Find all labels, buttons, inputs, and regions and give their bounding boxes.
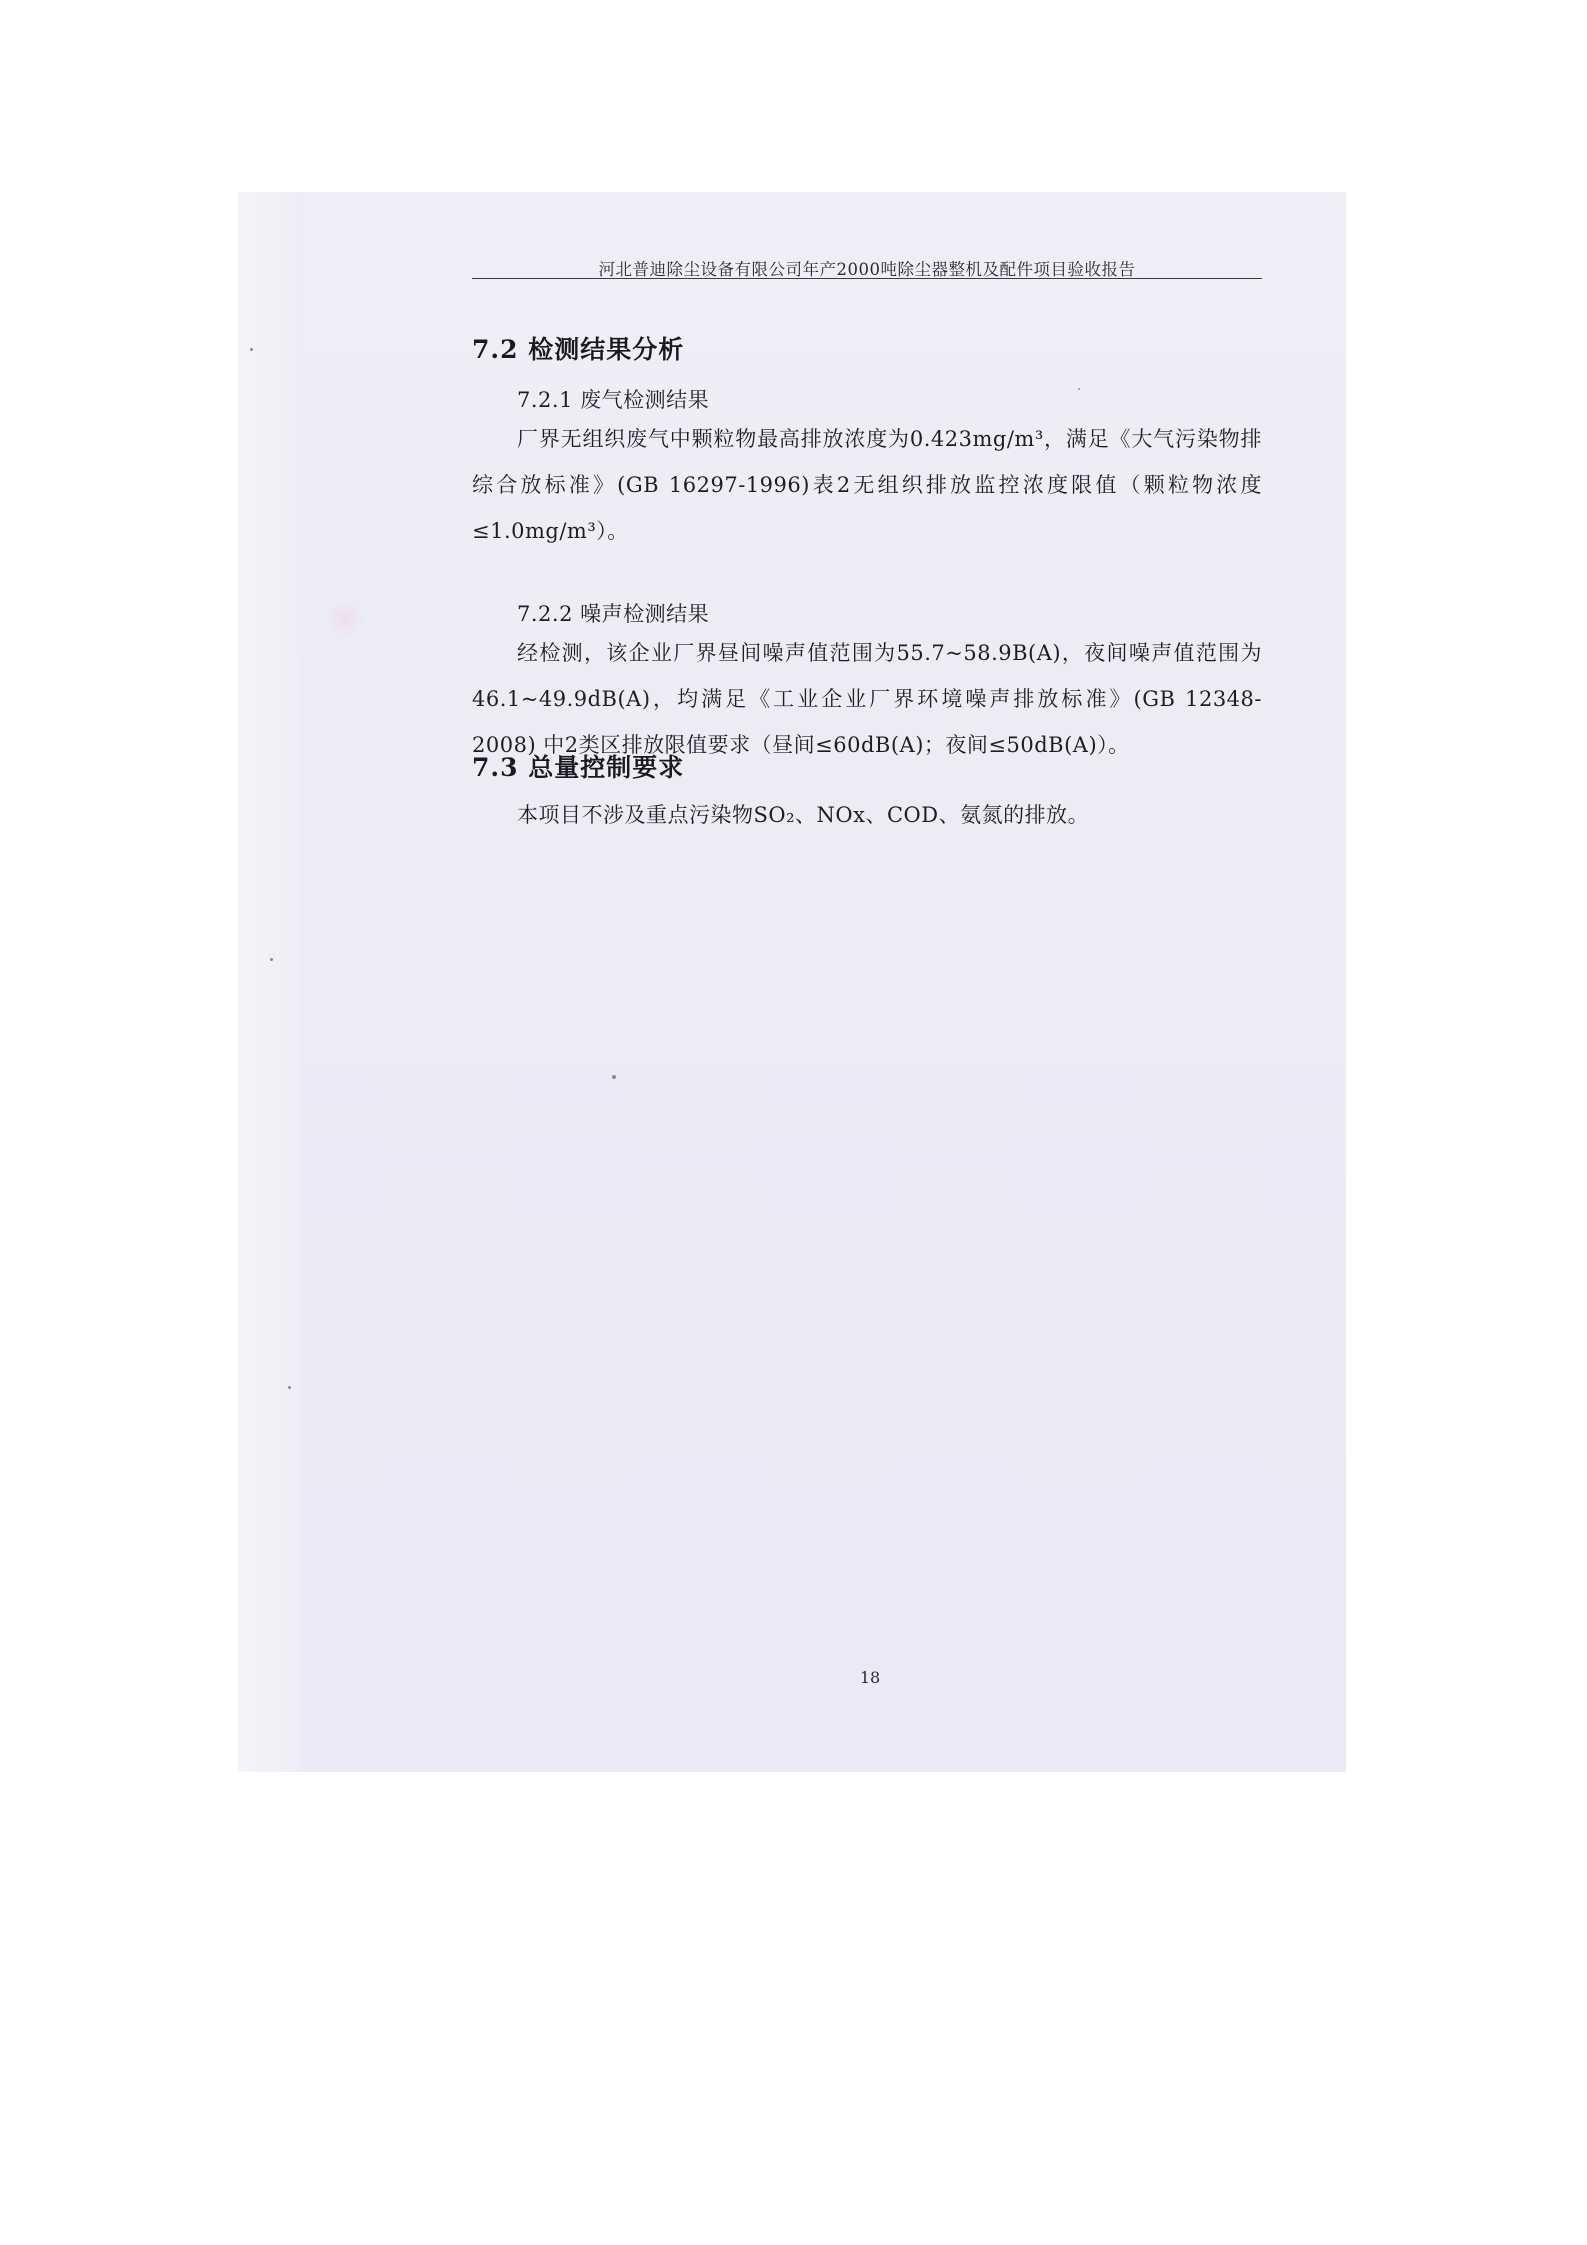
scan-edge-shadow bbox=[238, 192, 302, 1772]
running-header: 河北普迪除尘设备有限公司年产2000吨除尘器整机及配件项目验收报告 bbox=[598, 260, 1136, 279]
scan-speck bbox=[270, 958, 273, 961]
paragraph-noise-results: 经检测，该企业厂界昼间噪声值范围为55.7~58.9B(A)，夜间噪声值范围为46.1~49.9dB(A)，均满足《工业企业厂界环境噪声排放标准》(GB 12348-2008) 中2类区排放限值要求（昼间≤60dB(A)；夜间≤50dB(A)）。 bbox=[472, 641, 1262, 757]
section-heading-7-2: 7.2 检测结果分析 bbox=[472, 335, 685, 364]
stamp-bleed-mark bbox=[324, 598, 366, 638]
subsection-heading-7-2-2: 7.2.2 噪声检测结果 bbox=[517, 602, 710, 626]
page-number: 18 bbox=[859, 1668, 881, 1687]
subsection-heading-7-2-1: 7.2.1 废气检测结果 bbox=[517, 388, 710, 412]
scan-speck bbox=[612, 1075, 616, 1079]
scan-speck bbox=[288, 1386, 291, 1389]
section-heading-7-3: 7.3 总量控制要求 bbox=[472, 753, 685, 782]
scan-speck bbox=[1078, 388, 1080, 390]
paragraph-total-control: 本项目不涉及重点污染物SO₂、NOx、COD、氨氮的排放。 bbox=[517, 803, 1090, 827]
scan-speck bbox=[250, 348, 253, 351]
paragraph-exhaust-results: 厂界无组织废气中颗粒物最高排放浓度为0.423mg/m³，满足《大气污染物排综合放标准》(GB 16297-1996)表2无组织排放监控浓度限值（颗粒物浓度≤1.0mg/m³）。 bbox=[472, 427, 1262, 543]
header-rule bbox=[472, 278, 1262, 279]
